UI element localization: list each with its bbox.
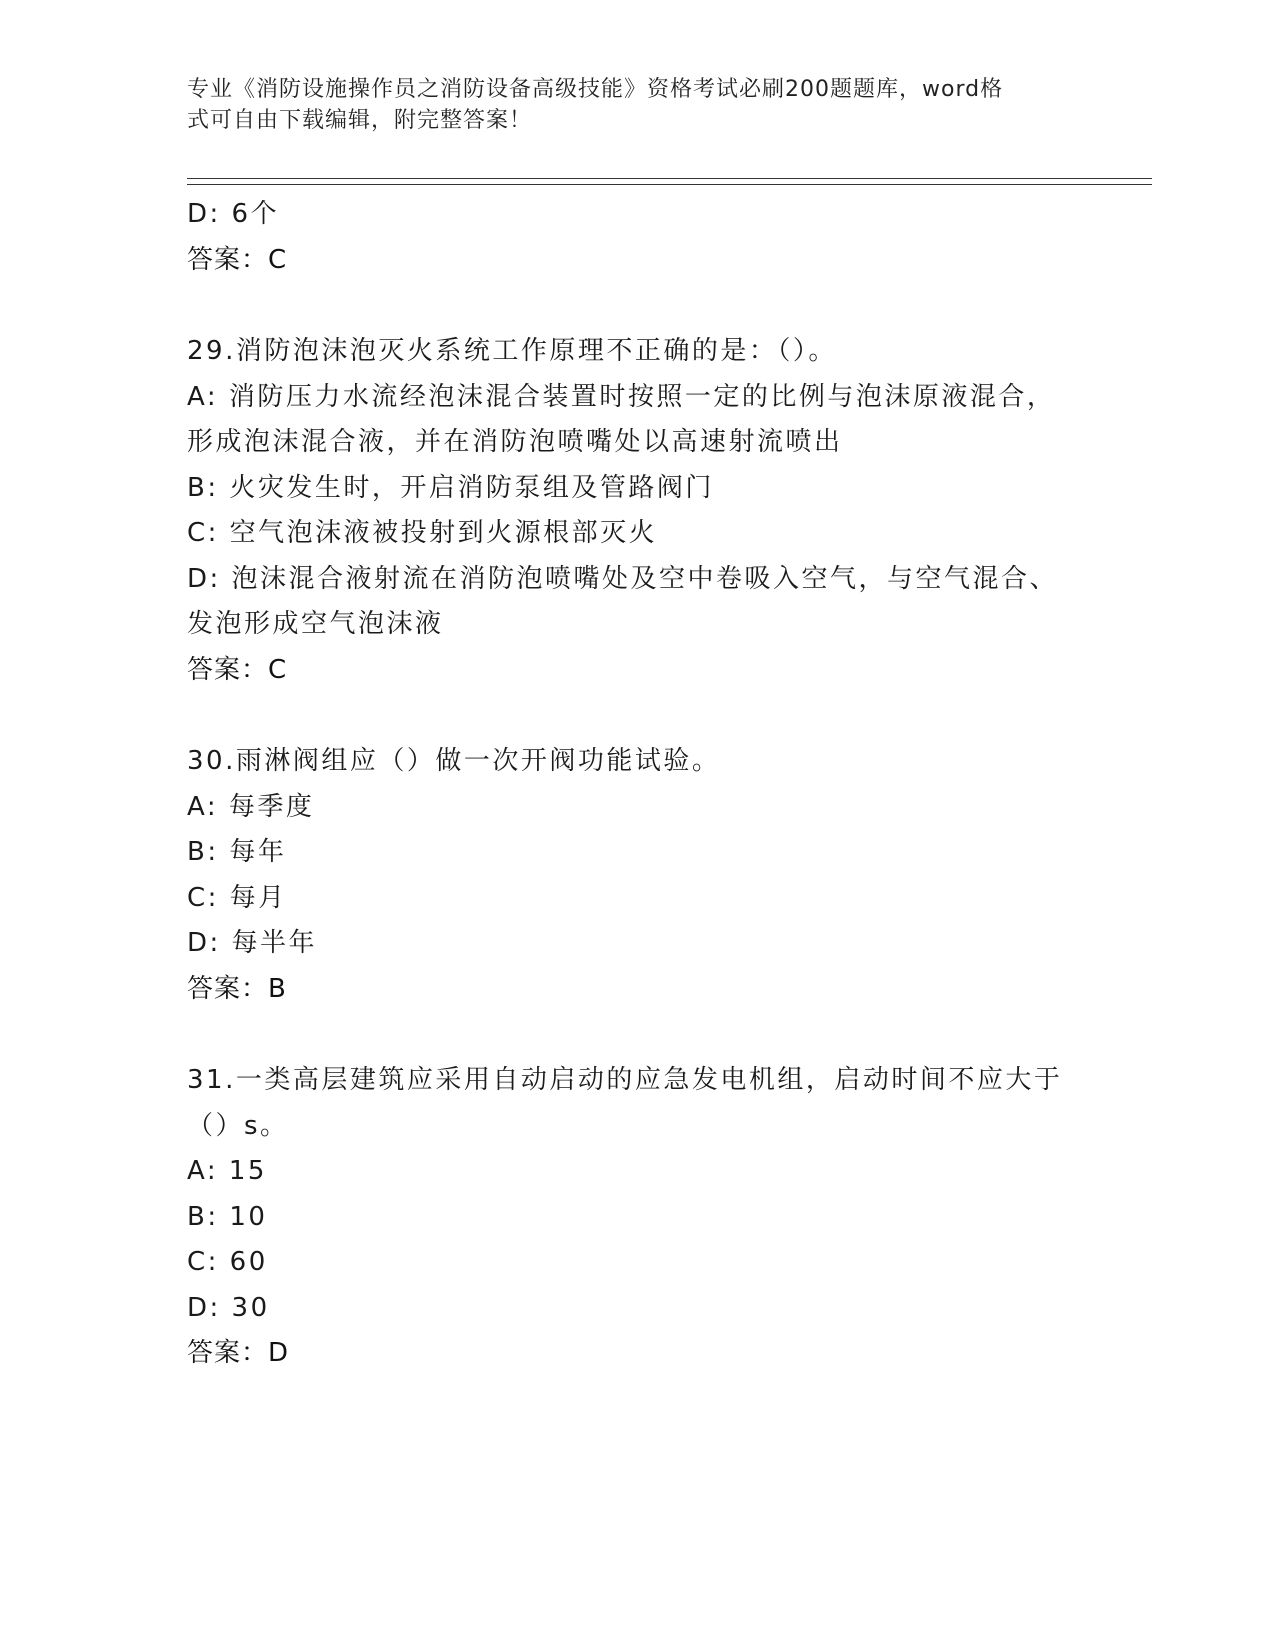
q30-option-d: D: 每半年	[187, 928, 318, 958]
spacer	[187, 283, 1087, 329]
q31-option-b: B: 10	[187, 1201, 268, 1232]
q30-option-b: B: 每年	[187, 837, 287, 867]
q29-option-c: C: 空气泡沫液被投射到火源根部灭火	[187, 518, 658, 548]
q29-stem: 29.消防泡沫泡灭火系统工作原理不正确的是：（）。	[187, 336, 837, 366]
q28-answer: 答案：C	[187, 244, 288, 275]
q29-option-d-line-1: D: 泡沫混合液射流在消防泡喷嘴处及空中卷吸入空气，与空气混合、	[187, 563, 1059, 594]
q30-option-c: C: 每月	[187, 882, 287, 913]
question-list	[187, 192, 1087, 1377]
q29-option-a-line-1: A: 消防压力水流经泡沫混合装置时按照一定的比例与泡沫原液混合，	[187, 381, 1056, 412]
header-divider	[187, 178, 1152, 185]
q31-option-c: C: 60	[187, 1247, 268, 1277]
q29-option-b: B: 火灾发生时，开启消防泵组及管路阀门	[187, 472, 714, 503]
spacer	[187, 693, 1087, 739]
page-header	[187, 74, 1087, 136]
q31-option-a: A: 15	[187, 1156, 267, 1186]
spacer	[187, 1012, 1087, 1058]
q31-answer: 答案：D	[187, 1338, 290, 1368]
header-title-line-1: 专业《消防设施操作员之消防设备高级技能》资格考试必刷200题题库，word格	[187, 77, 1004, 102]
q29-answer: 答案：C	[187, 654, 288, 685]
q31-stem-line-1: 31.一类高层建筑应采用自动启动的应急发电机组，启动时间不应大于	[187, 1065, 1063, 1095]
q31-stem-line-2: （）s。	[187, 1110, 289, 1141]
question-30	[187, 739, 1087, 1012]
q29-option-d-line-2: 发泡形成空气泡沫液	[187, 609, 444, 639]
q31-option-d: D: 30	[187, 1292, 270, 1323]
q30-option-a: A: 每季度	[187, 791, 315, 822]
question-31	[187, 1058, 1087, 1377]
q29-option-a-line-2: 形成泡沫混合液，并在消防泡喷嘴处以高速射流喷出	[187, 427, 843, 457]
question-28-tail	[187, 192, 1087, 283]
q28-option-d: D: 6个	[187, 199, 280, 229]
question-29	[187, 329, 1087, 693]
q30-stem: 30.雨淋阀组应（）做一次开阀功能试验。	[187, 746, 721, 776]
q30-answer: 答案：B	[187, 973, 287, 1004]
header-title-line-2: 式可自由下载编辑，附完整答案！	[187, 108, 533, 133]
